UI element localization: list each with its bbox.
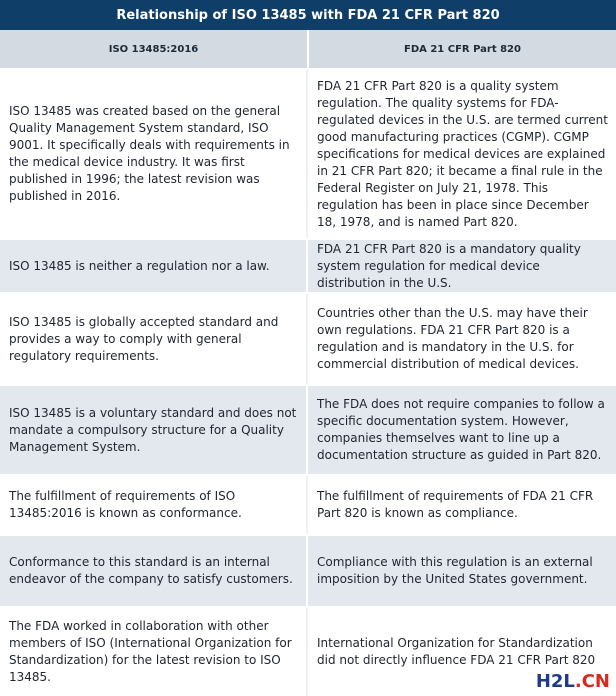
iso-cell: Conformance to this standard is an internal endeavor of the company to satisfy customers. xyxy=(0,536,308,606)
fda-cell: Compliance with this regulation is an external imposition by the United States government. xyxy=(317,555,593,586)
iso-cell: The fulfillment of requirements of ISO 13485:2016 is known as conformance. xyxy=(0,476,308,534)
table-row xyxy=(0,608,616,696)
iso-cell: ISO 13485 is neither a regulation nor a law. xyxy=(0,240,308,292)
iso-cell: ISO 13485 is a voluntary standard and does not mandate a compulsory structure for a Quality Management System. xyxy=(0,386,308,474)
fda-cell: FDA 21 CFR Part 820 is a quality system regulation. The quality systems for FDA-regulated devices in the U.S. are termed current good manufacturing practices (CGMP). CGMP specifications for medical devices are explained in 21 CFR Part 820; it became a final rule in the Federal Register on July 21, 1978. This regulation has been in place since December 18, 1978, and is named Part 820. xyxy=(317,78,608,229)
table-row xyxy=(0,70,616,238)
table-title: Relationship of ISO 13485 with FDA 21 CFR Part 820 xyxy=(0,0,616,30)
watermark-part2: .CN xyxy=(574,671,610,692)
table-row xyxy=(0,476,616,534)
column-header-row xyxy=(0,30,616,68)
iso-cell: The FDA worked in collaboration with other members of ISO (International Organization for Standardization) for the latest revision to ISO 13485. xyxy=(0,608,308,696)
table-row xyxy=(0,386,616,474)
watermark-part1: H2L xyxy=(535,671,575,692)
fda-cell: The FDA does not require companies to follow a specific documentation system. However, companies themselves want to line up a documentation structure as guided in Part 820. xyxy=(317,397,605,462)
iso-cell: ISO 13485 is globally accepted standard and provides a way to comply with general regulatory requirements. xyxy=(0,294,308,384)
fda-cell: International Organization for Standardization did not directly influence FDA 21 CFR Part 820 xyxy=(317,636,596,667)
watermark-logo xyxy=(536,671,610,692)
iso-cell: ISO 13485 was created based on the general Quality Management System standard, ISO 9001. It specifically deals with requirements in the medical device industry. It was first published in 1996; the latest revision was published in 2016. xyxy=(0,70,308,238)
table-row xyxy=(0,536,616,606)
column-header-iso: ISO 13485:2016 xyxy=(0,30,309,68)
fda-cell: Countries other than the U.S. may have their own regulations. FDA 21 CFR Part 820 is a regulation and is mandatory in the U.S. for commercial distribution of medical devices. xyxy=(317,306,588,371)
fda-cell: The fulfillment of requirements of FDA 21 CFR Part 820 is known as compliance. xyxy=(317,489,594,520)
table-row xyxy=(0,294,616,384)
column-header-fda: FDA 21 CFR Part 820 xyxy=(404,43,521,55)
fda-cell: FDA 21 CFR Part 820 is a mandatory quality system regulation for medical device distribution in the U.S. xyxy=(317,241,581,290)
table-row xyxy=(0,240,616,292)
